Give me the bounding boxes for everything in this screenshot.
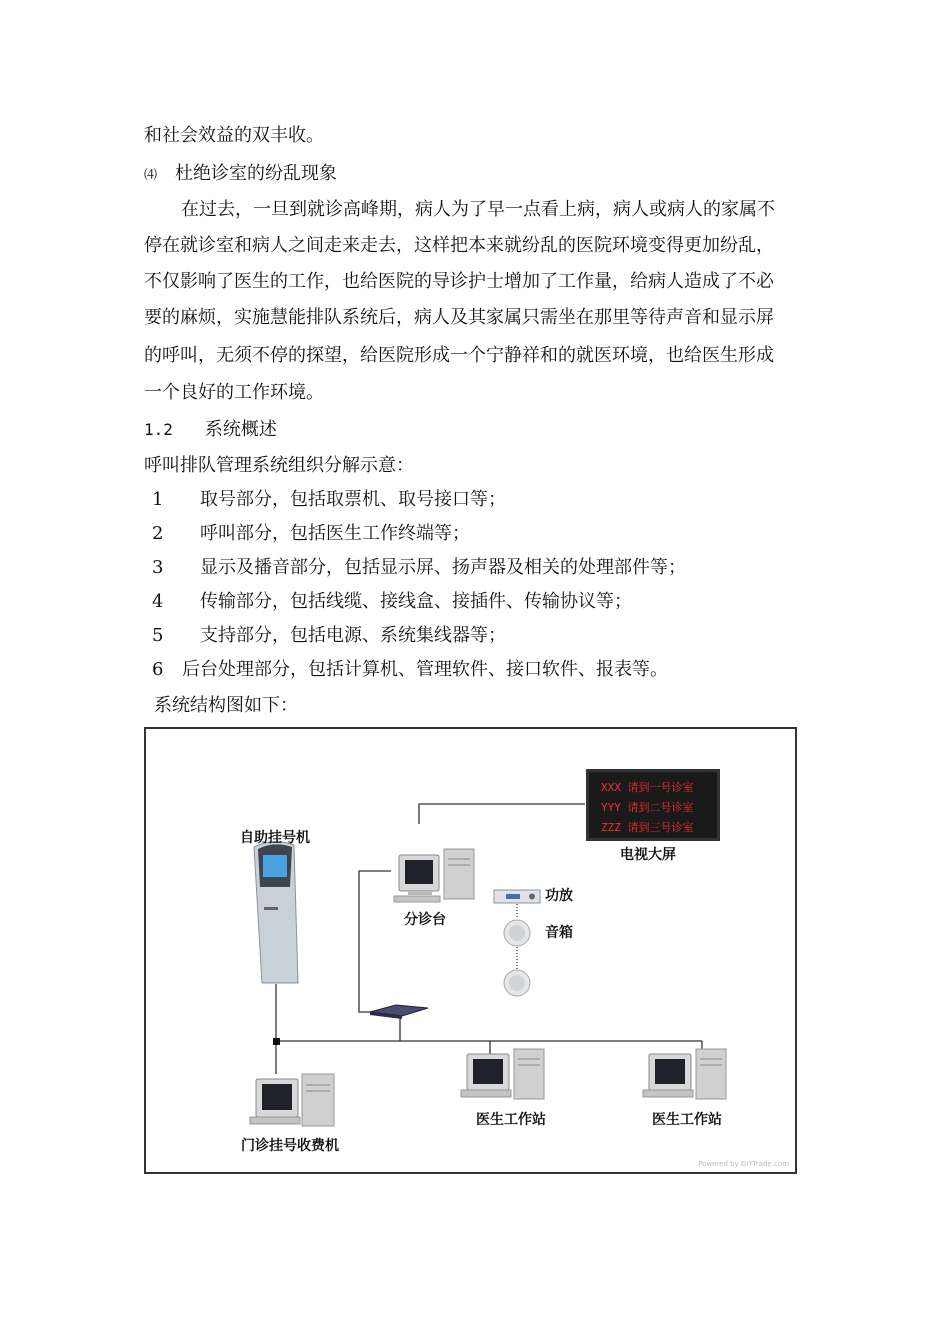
label-kiosk: 自助挂号机 [240,830,310,846]
section-number: 1.2 [144,420,173,439]
list-text: 支持部分，包括电源、系统集线器等； [200,625,506,646]
label-doctor-2: 医生工作站 [652,1112,722,1128]
subheading [144,162,337,188]
paragraph-end: 和社会效益的双丰收。 [144,125,324,146]
triage-computer-icon [394,849,474,902]
label-doctor-1: 医生工作站 [476,1112,546,1128]
paragraph-line: 停在就诊室和病人之间走来走去，这样把本来就纷乱的医院环境变得更加纷乱， [144,235,774,256]
paragraph-line: 的呼叫，无须不停的探望，给医院形成一个宁静祥和的就医环境，也给医生形成 [144,345,774,366]
paragraph-line: 要的麻烦，实施慧能排队系统后，病人及其家属只需坐在那里等待声音和显示屏 [144,307,774,328]
list-item [152,658,668,682]
list-text: 传输部分，包括线缆、接线盒、接插件、传输协议等； [200,591,632,612]
list-number: 6 [152,659,164,680]
led-line: XXX 请到一号诊室 [601,781,694,794]
junction-node [273,1038,280,1045]
subheading-number: ⑷ [144,168,158,183]
paragraph-line: 一个良好的工作环境。 [144,382,324,403]
list-item [152,488,506,512]
paragraph-line: 不仅影响了医生的工作，也给医院的导诊护士增加了工作量，给病人造成了不必 [144,271,774,292]
doctor-computer-icon [643,1049,726,1099]
kiosk-icon [254,841,298,983]
list-text: 显示及播音部分，包括显示屏、扬声器及相关的处理部件等； [200,557,686,578]
label-speaker: 音箱 [545,925,573,941]
list-number: 5 [152,625,164,646]
label-amp: 功放 [545,888,573,904]
list-number: 4 [152,591,164,612]
cashier-computer-icon [250,1074,334,1126]
list-number: 2 [152,523,164,544]
figure-intro: 系统结构图如下： [154,695,298,716]
section-title: 系统概述 [204,419,277,440]
network-switch-icon [370,1005,428,1019]
doctor-computer-icon [461,1049,544,1099]
subheading-title: 杜绝诊室的纷乱现象 [175,163,338,184]
list-text: 呼叫部分，包括医生工作终端等； [200,523,470,544]
label-triage: 分诊台 [404,912,446,928]
system-structure-diagram [144,727,797,1174]
list-number: 3 [152,557,164,578]
list-item [152,522,470,546]
watermark: Powered by DIYTrade.com [698,1160,789,1168]
led-display [586,769,720,841]
label-tv: 电视大屏 [620,847,676,863]
amplifier-icon [494,890,540,903]
speaker-icons [504,920,530,996]
label-cashier: 门诊挂号收费机 [241,1138,339,1154]
list-text: 取号部分，包括取票机、取号接口等； [200,489,506,510]
list-intro: 呼叫排队管理系统组织分解示意： [144,455,414,476]
led-line: YYY 请到二号诊室 [601,801,694,814]
list-text: 后台处理部分，包括计算机、管理软件、接口软件、报表等。 [182,659,668,680]
list-number: 1 [152,489,164,510]
led-line: ZZZ 请到三号诊室 [601,821,694,834]
list-item [152,590,632,614]
section-heading [144,418,277,442]
list-item [152,556,686,580]
list-item [152,624,506,648]
paragraph-line: 在过去，一旦到就诊高峰期，病人为了早一点看上病，病人或病人的家属不 [181,199,775,220]
